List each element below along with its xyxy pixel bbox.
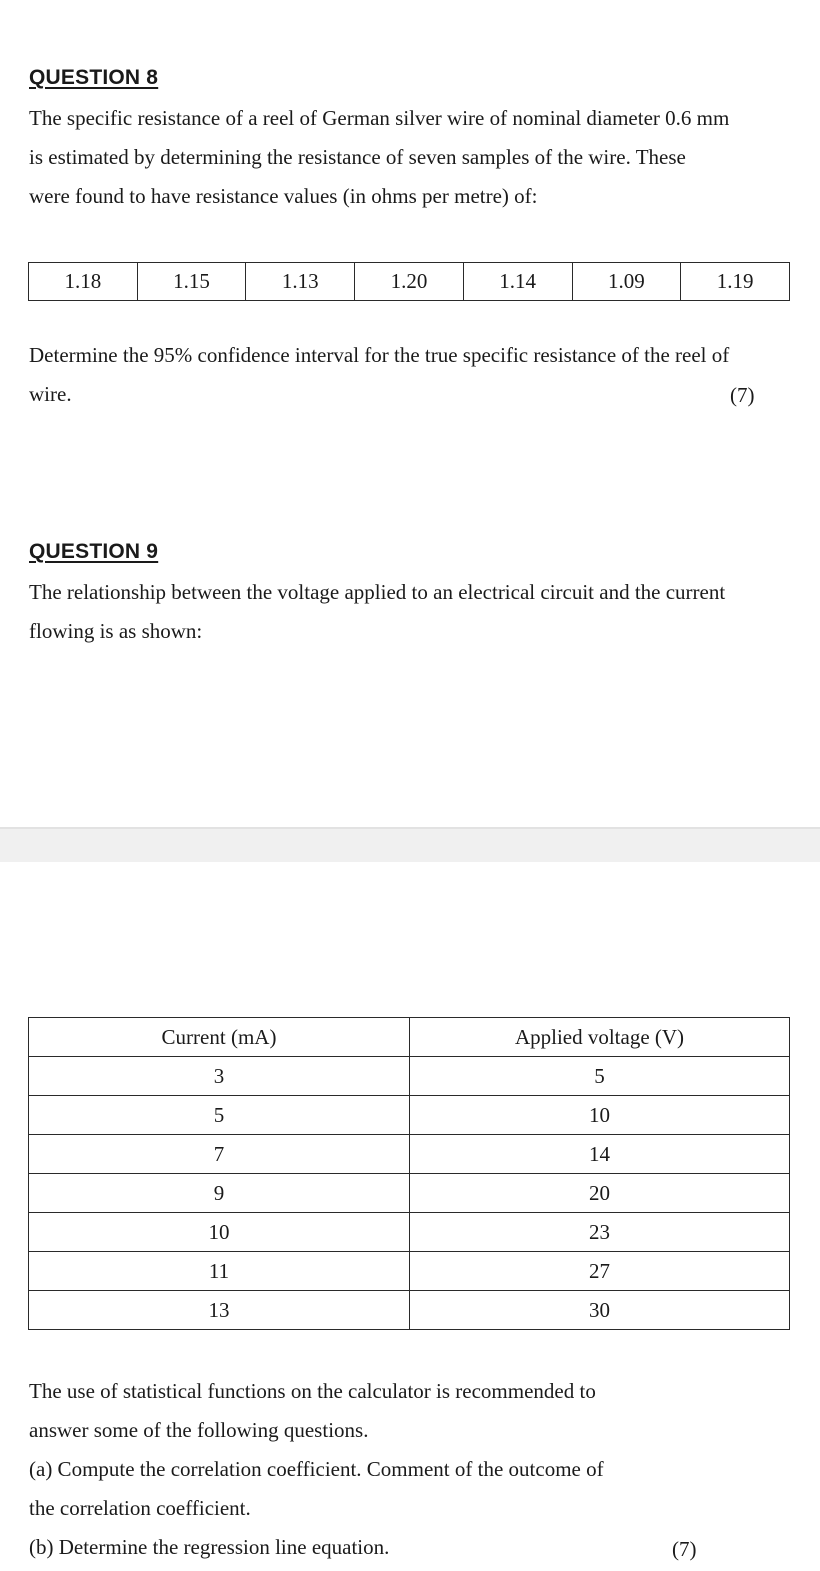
- question-9-instruction-line: answer some of the following questions.: [29, 1418, 369, 1442]
- table-cell: 7: [29, 1135, 410, 1174]
- column-header-voltage: Applied voltage (V): [410, 1018, 790, 1057]
- question-9-intro-line: The relationship between the voltage applied to an electrical circuit and the current: [29, 580, 726, 604]
- table-row: [29, 1135, 790, 1174]
- resistance-values-table: [28, 262, 790, 301]
- table-cell: 1.13: [246, 263, 355, 301]
- question-8-intro: [29, 99, 729, 216]
- question-9-instructions: [29, 1372, 604, 1567]
- column-header-current: Current (mA): [29, 1018, 410, 1057]
- table-cell: 14: [410, 1135, 790, 1174]
- question-8-intro-line: were found to have resistance values (in ohms per metre) of:: [29, 184, 538, 208]
- question-8-intro-line: The specific resistance of a reel of German silver wire of nominal diameter 0.6 mm: [29, 106, 730, 130]
- table-cell: 20: [410, 1174, 790, 1213]
- table-cell: 1.14: [463, 263, 572, 301]
- table-cell: 5: [29, 1096, 410, 1135]
- table-cell: 10: [410, 1096, 790, 1135]
- table-header-row: [29, 1018, 790, 1057]
- table-cell: 13: [29, 1291, 410, 1330]
- question-8-marks: (7): [730, 383, 755, 407]
- table-cell: 1.18: [29, 263, 138, 301]
- question-9-part-a-cont: the correlation coefficient.: [29, 1496, 251, 1520]
- table-row: [29, 1213, 790, 1252]
- table-cell: 27: [410, 1252, 790, 1291]
- question-9-marks: (7): [672, 1537, 697, 1561]
- current-voltage-table: [28, 1017, 790, 1330]
- question-9-part-a: (a) Compute the correlation coefficient. Comment of the outcome of: [29, 1457, 604, 1481]
- question-9-instruction-line: The use of statistical functions on the calculator is recommended to: [29, 1379, 596, 1403]
- page-break-separator: [0, 827, 820, 862]
- table-cell: 23: [410, 1213, 790, 1252]
- table-row: [29, 1057, 790, 1096]
- table-cell: 11: [29, 1252, 410, 1291]
- table-cell: 1.20: [355, 263, 464, 301]
- question-8-task: [29, 336, 729, 414]
- question-9-intro-line: flowing is as shown:: [29, 619, 203, 643]
- question-9-heading: QUESTION 9: [29, 540, 159, 563]
- table-cell: 9: [29, 1174, 410, 1213]
- question-8-task-line: Determine the 95% confidence interval for the true specific resistance of the reel of: [29, 343, 730, 367]
- table-cell: 3: [29, 1057, 410, 1096]
- table-cell: 10: [29, 1213, 410, 1252]
- question-8-intro-line: is estimated by determining the resistance of seven samples of the wire. These: [29, 145, 686, 169]
- table-cell: 1.19: [681, 263, 790, 301]
- table-cell: 1.15: [137, 263, 246, 301]
- table-row: [29, 1291, 790, 1330]
- table-row: [29, 263, 790, 301]
- table-cell: 5: [410, 1057, 790, 1096]
- table-row: [29, 1174, 790, 1213]
- table-row: [29, 1096, 790, 1135]
- table-cell: 30: [410, 1291, 790, 1330]
- table-cell: 1.09: [572, 263, 681, 301]
- table-row: [29, 1252, 790, 1291]
- question-9-intro: [29, 573, 725, 651]
- question-8-task-line: wire.: [29, 382, 72, 406]
- question-8-heading: QUESTION 8: [29, 66, 159, 89]
- question-9-part-b: (b) Determine the regression line equation.: [29, 1535, 390, 1559]
